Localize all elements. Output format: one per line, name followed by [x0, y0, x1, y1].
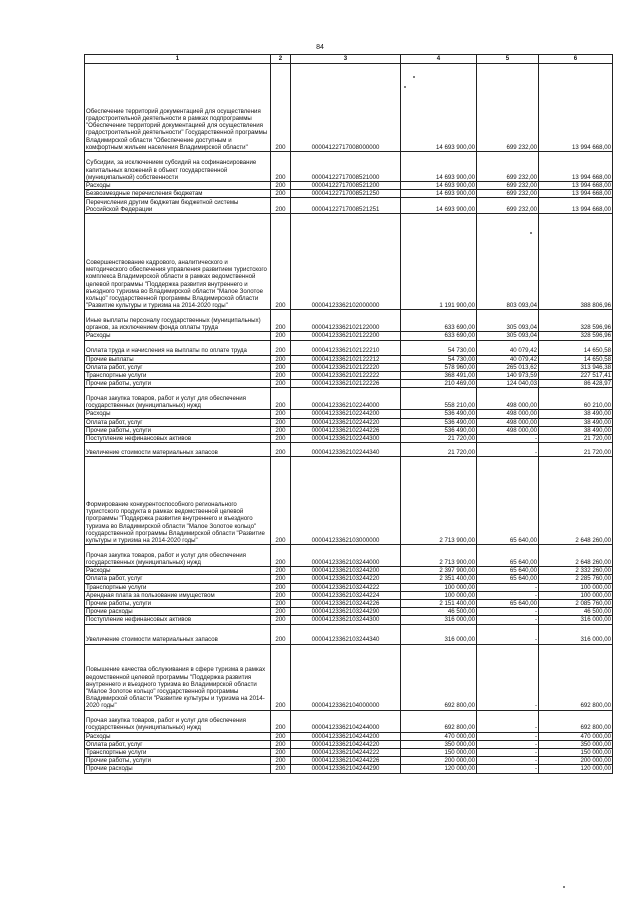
row-unexecuted-amount: 313 946,38: [539, 363, 613, 371]
row-classification-code: 00004123362103244224: [291, 591, 401, 599]
row-name: Субсидии, за исключением субсидий на софинансирование капитальных вложений в объект государственной (муниципальной) собственности: [85, 152, 271, 182]
row-approved-amount: 536 490,00: [401, 410, 477, 418]
row-executed-amount: 65 640,00: [477, 575, 539, 583]
row-approved-amount: 14 693 900,00: [401, 182, 477, 190]
row-executed-amount: 124 040,03: [477, 380, 539, 388]
row-executed-amount: 305 093,04: [477, 310, 539, 332]
row-name: Расходы: [85, 332, 271, 340]
row-approved-amount: 2 351 400,00: [401, 575, 477, 583]
row-admin-code: 200: [271, 152, 291, 182]
column-number-row: [85, 55, 613, 64]
scan-speck: [413, 76, 415, 78]
row-name: Совершенствование кадрового, аналитического и методического обеспечения управления развитием туристского комплекса Владимирской области в рамках ведомственной целевой программы "Поддержка развития внутреннего и въездного туризма во Владимирской области "Малое Золотое кольцо" государственной программы Владимирской области "Развитие культуры и туризма на 2014-2020 годы": [85, 214, 271, 310]
row-name: Прочая закупка товаров, работ и услуг для обеспечения государственных (муниципальных) нужд: [85, 545, 271, 567]
row-unexecuted-amount: 2 085 760,00: [539, 600, 613, 608]
row-classification-code: 00004123362102122210: [291, 340, 401, 355]
row-name: Прочие работы, услуги: [85, 600, 271, 608]
row-executed-amount: -: [477, 624, 539, 644]
row-executed-amount: 498 000,00: [477, 388, 539, 410]
row-approved-amount: 14 693 900,00: [401, 64, 477, 152]
row-classification-code: 00004122717008000000: [291, 64, 401, 152]
row-classification-code: 00004123362102122220: [291, 363, 401, 371]
row-unexecuted-amount: 350 000,00: [539, 740, 613, 748]
row-admin-code: 200: [271, 624, 291, 644]
row-classification-code: 00004123362103244340: [291, 624, 401, 644]
table-row: [85, 310, 613, 332]
row-admin-code: 200: [271, 567, 291, 575]
row-classification-code: 00004122717008521200: [291, 182, 401, 190]
table-row: [85, 616, 613, 624]
row-classification-code: 00004123362103244220: [291, 575, 401, 583]
row-name: Расходы: [85, 410, 271, 418]
row-name: Прочая закупка товаров, работ и услуг для обеспечения государственных (муниципальных) нужд: [85, 710, 271, 732]
row-executed-amount: 65 640,00: [477, 567, 539, 575]
row-classification-code: 00004123362104244220: [291, 740, 401, 748]
row-classification-code: 00004123362104244290: [291, 765, 401, 773]
row-name: Прочие работы, услуги: [85, 426, 271, 434]
row-classification-code: 00004122717008521251: [291, 198, 401, 214]
program-row: [85, 214, 613, 310]
row-admin-code: 200: [271, 198, 291, 214]
row-name: Прочая закупка товаров, работ и услуг для обеспечения государственных (муниципальных) нужд: [85, 388, 271, 410]
row-executed-amount: 65 640,00: [477, 457, 539, 545]
row-approved-amount: 54 730,00: [401, 355, 477, 363]
row-approved-amount: 210 469,00: [401, 380, 477, 388]
column-header-1: 1: [85, 55, 271, 64]
table-row: [85, 363, 613, 371]
row-classification-code: 00004123362102244226: [291, 426, 401, 434]
row-unexecuted-amount: 2 285 760,00: [539, 575, 613, 583]
row-classification-code: 00004123362102122222: [291, 372, 401, 380]
row-admin-code: 200: [271, 372, 291, 380]
table-row: [85, 757, 613, 765]
row-name: Повышение качества обслуживания в сфере туризма в рамках ведомственной целевой программы "Поддержка развития внутреннего и въездного туризма во Владимирской области "Малое Золотое кольцо" государственной программы Владимирской области "Развитие культуры и туризма на 2014-2020 годы": [85, 644, 271, 710]
row-executed-amount: 140 973,59: [477, 372, 539, 380]
row-unexecuted-amount: 13 994 668,00: [539, 198, 613, 214]
row-admin-code: 200: [271, 710, 291, 732]
row-approved-amount: 470 000,00: [401, 732, 477, 740]
row-admin-code: 200: [271, 749, 291, 757]
table-row: [85, 608, 613, 616]
row-admin-code: 200: [271, 608, 291, 616]
row-unexecuted-amount: 200 000,00: [539, 757, 613, 765]
row-name: Арендная плата за пользование имуществом: [85, 591, 271, 599]
row-admin-code: 200: [271, 545, 291, 567]
row-name: Безвозмездные перечисления бюджетам: [85, 190, 271, 198]
program-row: [85, 644, 613, 710]
row-name: Поступление нефинансовых активов: [85, 616, 271, 624]
row-admin-code: 200: [271, 435, 291, 443]
row-classification-code: 00004123362103244300: [291, 616, 401, 624]
table-row: [85, 182, 613, 190]
row-admin-code: 200: [271, 765, 291, 773]
row-unexecuted-amount: 86 428,97: [539, 380, 613, 388]
row-admin-code: 200: [271, 332, 291, 340]
row-classification-code: 00004123362102000000: [291, 214, 401, 310]
row-classification-code: 00004123362102122212: [291, 355, 401, 363]
row-executed-amount: 699 232,00: [477, 152, 539, 182]
row-admin-code: 200: [271, 64, 291, 152]
row-unexecuted-amount: 388 806,96: [539, 214, 613, 310]
row-classification-code: 00004123362103244226: [291, 600, 401, 608]
row-admin-code: 200: [271, 418, 291, 426]
row-approved-amount: 14 693 900,00: [401, 190, 477, 198]
row-unexecuted-amount: 38 490,00: [539, 410, 613, 418]
row-executed-amount: 40 079,42: [477, 340, 539, 355]
row-unexecuted-amount: 692 800,00: [539, 644, 613, 710]
row-unexecuted-amount: 2 332 260,00: [539, 567, 613, 575]
scan-speck: [563, 886, 565, 888]
row-approved-amount: 536 490,00: [401, 418, 477, 426]
row-unexecuted-amount: 316 000,00: [539, 616, 613, 624]
row-approved-amount: 1 191 900,00: [401, 214, 477, 310]
row-admin-code: 200: [271, 410, 291, 418]
row-classification-code: 00004123362102244340: [291, 443, 401, 457]
row-unexecuted-amount: 120 000,00: [539, 765, 613, 773]
table-row: [85, 567, 613, 575]
row-name: Прочие расходы: [85, 765, 271, 773]
row-admin-code: 200: [271, 426, 291, 434]
row-executed-amount: -: [477, 591, 539, 599]
row-approved-amount: 558 210,00: [401, 388, 477, 410]
row-unexecuted-amount: 13 994 668,00: [539, 190, 613, 198]
row-approved-amount: 692 800,00: [401, 710, 477, 732]
row-admin-code: 200: [271, 355, 291, 363]
row-approved-amount: 54 730,00: [401, 340, 477, 355]
row-executed-amount: -: [477, 443, 539, 457]
row-classification-code: 00004123362102122226: [291, 380, 401, 388]
row-executed-amount: 498 000,00: [477, 410, 539, 418]
table-row: [85, 749, 613, 757]
row-unexecuted-amount: 150 000,00: [539, 749, 613, 757]
row-approved-amount: 14 693 900,00: [401, 152, 477, 182]
budget-execution-table: [84, 54, 613, 774]
row-classification-code: 00004123362102244000: [291, 388, 401, 410]
row-executed-amount: -: [477, 710, 539, 732]
row-admin-code: 200: [271, 443, 291, 457]
row-executed-amount: 803 093,04: [477, 214, 539, 310]
row-approved-amount: 2 151 400,00: [401, 600, 477, 608]
row-unexecuted-amount: 2 648 260,00: [539, 545, 613, 567]
table-row: [85, 575, 613, 583]
row-name: Прочие работы, услуги: [85, 380, 271, 388]
table-row: [85, 765, 613, 773]
row-unexecuted-amount: 60 210,00: [539, 388, 613, 410]
row-approved-amount: 2 713 900,00: [401, 457, 477, 545]
column-header-3: 3: [291, 55, 401, 64]
row-unexecuted-amount: 2 648 260,00: [539, 457, 613, 545]
row-approved-amount: 21 720,00: [401, 435, 477, 443]
row-unexecuted-amount: 100 000,00: [539, 583, 613, 591]
table-row: [85, 624, 613, 644]
row-admin-code: 200: [271, 583, 291, 591]
row-unexecuted-amount: 328 596,96: [539, 332, 613, 340]
row-admin-code: 200: [271, 757, 291, 765]
row-classification-code: 00004123362104244226: [291, 757, 401, 765]
row-classification-code: 00004123362103244200: [291, 567, 401, 575]
row-approved-amount: 578 960,00: [401, 363, 477, 371]
row-executed-amount: -: [477, 749, 539, 757]
table-row: [85, 418, 613, 426]
row-unexecuted-amount: 21 720,00: [539, 443, 613, 457]
column-header-4: 4: [401, 55, 477, 64]
program-row: [85, 64, 613, 152]
table-row: [85, 152, 613, 182]
row-name: Иные выплаты персоналу государственных (муниципальных) органов, за исключением фонда оплаты труда: [85, 310, 271, 332]
row-admin-code: 200: [271, 190, 291, 198]
row-classification-code: 00004123362104000000: [291, 644, 401, 710]
row-unexecuted-amount: 21 720,00: [539, 435, 613, 443]
row-executed-amount: -: [477, 616, 539, 624]
table-row: [85, 410, 613, 418]
row-name: Оплата труда и начисления на выплаты по оплате труда: [85, 340, 271, 355]
row-executed-amount: 65 640,00: [477, 600, 539, 608]
row-name: Прочие работы, услуги: [85, 757, 271, 765]
row-executed-amount: 699 232,00: [477, 64, 539, 152]
row-executed-amount: -: [477, 757, 539, 765]
row-classification-code: 00004123362102244220: [291, 418, 401, 426]
table-row: [85, 198, 613, 214]
table-row: [85, 388, 613, 410]
table-row: [85, 435, 613, 443]
table-row: [85, 372, 613, 380]
row-approved-amount: 316 000,00: [401, 616, 477, 624]
table-row: [85, 190, 613, 198]
row-classification-code: 00004122717008521000: [291, 152, 401, 182]
row-approved-amount: 46 500,00: [401, 608, 477, 616]
table-row: [85, 332, 613, 340]
row-unexecuted-amount: 100 000,00: [539, 591, 613, 599]
program-row: [85, 457, 613, 545]
table-row: [85, 355, 613, 363]
table-row: [85, 732, 613, 740]
row-classification-code: 00004123362102244300: [291, 435, 401, 443]
table-row: [85, 340, 613, 355]
row-admin-code: 200: [271, 616, 291, 624]
page-number: 84: [316, 44, 324, 51]
row-unexecuted-amount: 14 650,58: [539, 355, 613, 363]
row-admin-code: 200: [271, 182, 291, 190]
row-name: Расходы: [85, 732, 271, 740]
row-admin-code: 200: [271, 380, 291, 388]
row-unexecuted-amount: 227 517,41: [539, 372, 613, 380]
row-name: Прочие расходы: [85, 608, 271, 616]
row-name: Увеличение стоимости материальных запасов: [85, 443, 271, 457]
row-name: Оплата работ, услуг: [85, 363, 271, 371]
row-classification-code: 00004123362104244200: [291, 732, 401, 740]
row-unexecuted-amount: 13 994 668,00: [539, 64, 613, 152]
row-name: Увеличение стоимости материальных запасов: [85, 624, 271, 644]
row-admin-code: 200: [271, 575, 291, 583]
table-row: [85, 591, 613, 599]
row-executed-amount: 265 013,62: [477, 363, 539, 371]
row-approved-amount: 536 490,00: [401, 426, 477, 434]
row-classification-code: 00004123362104244222: [291, 749, 401, 757]
row-admin-code: 200: [271, 591, 291, 599]
column-header-5: 5: [477, 55, 539, 64]
row-admin-code: 200: [271, 340, 291, 355]
row-unexecuted-amount: 470 000,00: [539, 732, 613, 740]
row-executed-amount: -: [477, 583, 539, 591]
row-classification-code: 00004123362103244000: [291, 545, 401, 567]
row-approved-amount: 350 000,00: [401, 740, 477, 748]
row-unexecuted-amount: 38 490,00: [539, 426, 613, 434]
row-admin-code: 200: [271, 600, 291, 608]
row-executed-amount: 305 093,04: [477, 332, 539, 340]
row-approved-amount: 21 720,00: [401, 443, 477, 457]
row-name: Перечисления другим бюджетам бюджетной системы Российской Федерации: [85, 198, 271, 214]
row-name: Оплата работ, услуг: [85, 575, 271, 583]
row-unexecuted-amount: 14 650,58: [539, 340, 613, 355]
row-classification-code: 00004123362103000000: [291, 457, 401, 545]
row-executed-amount: -: [477, 740, 539, 748]
table-row: [85, 583, 613, 591]
column-header-2: 2: [271, 55, 291, 64]
row-approved-amount: 100 000,00: [401, 583, 477, 591]
row-executed-amount: 498 000,00: [477, 418, 539, 426]
row-name: Транспортные услуги: [85, 372, 271, 380]
row-executed-amount: 699 232,00: [477, 198, 539, 214]
row-name: Расходы: [85, 567, 271, 575]
row-unexecuted-amount: 46 500,00: [539, 608, 613, 616]
row-unexecuted-amount: 13 994 668,00: [539, 152, 613, 182]
row-classification-code: 00004123362103244290: [291, 608, 401, 616]
row-admin-code: 200: [271, 732, 291, 740]
row-name: Формирование конкурентоспособного регионального туристского продукта в рамках ведомственной целевой программы "Поддержка развития внутреннего и въездного туризма во Владимирской области "Малое Золотое кольцо" государственной программы Владимирской области "Развитие культуры и туризма на 2014-2020 годы": [85, 457, 271, 545]
table-row: [85, 426, 613, 434]
table-row: [85, 545, 613, 567]
row-executed-amount: -: [477, 608, 539, 616]
row-unexecuted-amount: 692 800,00: [539, 710, 613, 732]
row-name: Оплата работ, услуг: [85, 740, 271, 748]
row-approved-amount: 368 491,00: [401, 372, 477, 380]
table-row: [85, 600, 613, 608]
row-name: Транспортные услуги: [85, 583, 271, 591]
row-name: Транспортные услуги: [85, 749, 271, 757]
row-approved-amount: 2 397 900,00: [401, 567, 477, 575]
scan-speck: [404, 86, 406, 88]
row-admin-code: 200: [271, 644, 291, 710]
row-approved-amount: 100 000,00: [401, 591, 477, 599]
row-name: Обеспечение территорий документацией для осуществления градостроительной деятельности в рамках подпрограммы "Обеспечение территорий документацией для осуществления градостроительной деятельности" Государственной программы Владимирской области "Обеспечение доступным и комфортным жильем населения Владимирской области": [85, 64, 271, 152]
row-executed-amount: 699 232,00: [477, 190, 539, 198]
row-approved-amount: 316 000,00: [401, 624, 477, 644]
row-admin-code: 200: [271, 740, 291, 748]
row-executed-amount: -: [477, 765, 539, 773]
table-row: [85, 380, 613, 388]
row-unexecuted-amount: 316 000,00: [539, 624, 613, 644]
column-header-6: 6: [539, 55, 613, 64]
row-approved-amount: 120 000,00: [401, 765, 477, 773]
row-approved-amount: 150 000,00: [401, 749, 477, 757]
row-executed-amount: 699 232,00: [477, 182, 539, 190]
row-approved-amount: 633 690,00: [401, 310, 477, 332]
row-executed-amount: -: [477, 435, 539, 443]
row-classification-code: 00004123362102244200: [291, 410, 401, 418]
row-executed-amount: -: [477, 732, 539, 740]
row-admin-code: 200: [271, 457, 291, 545]
row-name: Расходы: [85, 182, 271, 190]
row-classification-code: 00004123362102122000: [291, 310, 401, 332]
row-approved-amount: 692 800,00: [401, 644, 477, 710]
row-approved-amount: 200 000,00: [401, 757, 477, 765]
row-name: Поступление нефинансовых активов: [85, 435, 271, 443]
row-classification-code: 00004123362104244000: [291, 710, 401, 732]
row-classification-code: 00004122717008521250: [291, 190, 401, 198]
row-executed-amount: -: [477, 644, 539, 710]
table-row: [85, 443, 613, 457]
table-row: [85, 710, 613, 732]
row-admin-code: 200: [271, 388, 291, 410]
row-name: Оплата работ, услуг: [85, 418, 271, 426]
scan-speck: [530, 232, 532, 234]
row-approved-amount: 633 690,00: [401, 332, 477, 340]
row-unexecuted-amount: 328 596,96: [539, 310, 613, 332]
row-classification-code: 00004123362103244222: [291, 583, 401, 591]
row-admin-code: 200: [271, 363, 291, 371]
row-unexecuted-amount: 38 490,00: [539, 418, 613, 426]
row-unexecuted-amount: 13 994 668,00: [539, 182, 613, 190]
row-executed-amount: 498 000,00: [477, 426, 539, 434]
row-classification-code: 00004123362102122200: [291, 332, 401, 340]
row-admin-code: 200: [271, 214, 291, 310]
row-approved-amount: 14 693 900,00: [401, 198, 477, 214]
row-name: Прочие выплаты: [85, 355, 271, 363]
table-row: [85, 740, 613, 748]
row-executed-amount: 65 640,00: [477, 545, 539, 567]
row-approved-amount: 2 713 900,00: [401, 545, 477, 567]
row-admin-code: 200: [271, 310, 291, 332]
row-executed-amount: 40 079,42: [477, 355, 539, 363]
